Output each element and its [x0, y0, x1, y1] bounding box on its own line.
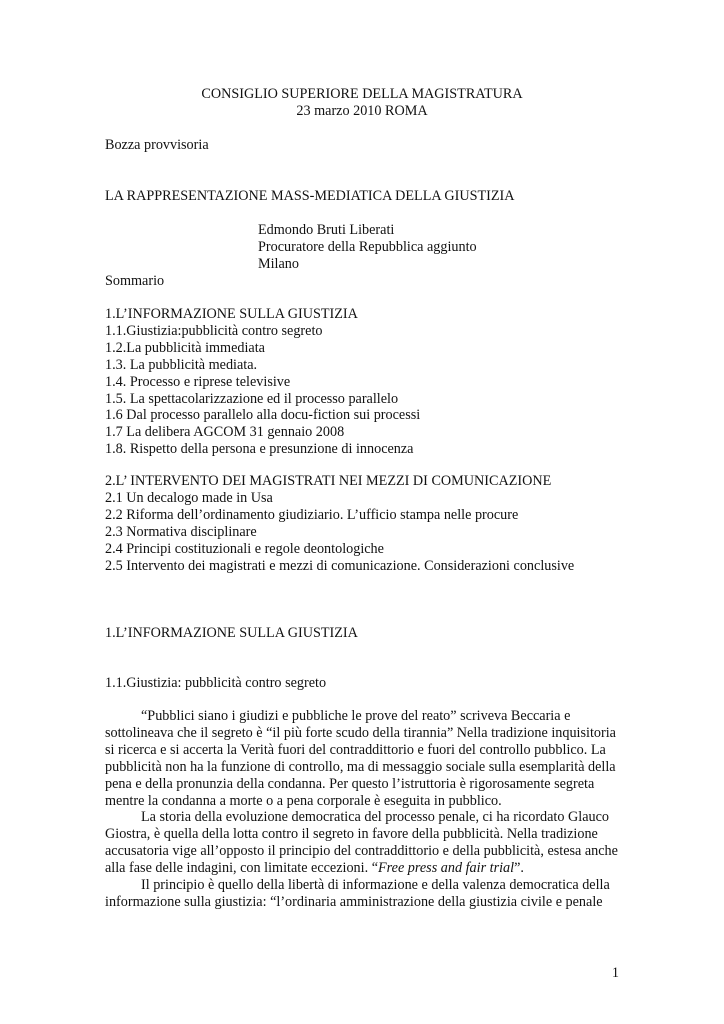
author-block: [258, 222, 477, 273]
toc-heading: Sommario: [105, 273, 165, 289]
toc-entry: 2.L’ INTERVENTO DEI MAGISTRATI NEI MEZZI DI COMUNICAZIONE: [105, 473, 552, 489]
italic-quote: Free press and fair trial: [378, 860, 515, 877]
toc-section-2: [105, 473, 574, 574]
toc-entry: 1.2.La pubblicità immediata: [105, 339, 265, 356]
author-city: Milano: [258, 255, 299, 272]
toc-entry: 1.5. La spettacolarizzazione ed il processo parallelo: [105, 390, 399, 407]
toc-section-1: [105, 306, 420, 458]
date-place: 23 marzo 2010 ROMA: [296, 103, 428, 119]
paragraph-text: ”.: [514, 860, 524, 877]
author-name: Edmondo Bruti Liberati: [258, 222, 395, 238]
body-text: [105, 708, 618, 911]
subsection-heading: 1.1.Giustizia: pubblicità contro segreto: [105, 675, 327, 691]
draft-label: Bozza provvisoria: [105, 137, 209, 153]
toc-entry: 1.4. Processo e riprese televisive: [105, 373, 291, 390]
author-role: Procuratore della Repubblica aggiunto: [258, 238, 477, 255]
paragraph: “Pubblici siano i giudizi e pubbliche le prove del reato” scriveva Beccaria e sottolineava che il segreto è “il più forte scudo della tirannia” Nella tradizione inquisitoria si ricerca e si accerta la Verità fuori del contraddittorio e fuori del controllo pubblico. La pubblicità non ha la funzione di controllo, ma di messaggio sociale sulla esemplarità della pena e della pronunzia della condanna. Per questo l’istruttoria è rigorosamente segreta mentre la condanna a morte o a pena corporale è eseguita in pubblico.: [105, 708, 616, 809]
toc-entry: 2.3 Normativa disciplinare: [105, 523, 257, 540]
toc-entry: 1.3. La pubblicità mediata.: [105, 356, 258, 373]
section-heading: 1.L’INFORMAZIONE SULLA GIUSTIZIA: [105, 625, 358, 641]
page-number: 1: [611, 965, 619, 981]
toc-entry: 1.7 La delibera AGCOM 31 gennaio 2008: [105, 424, 345, 441]
paragraph: Il principio è quello della libertà di informazione e della valenza democratica della informazione sulla giustizia: “l’ordinaria amministrazione della giustizia civile e penale: [105, 877, 610, 910]
toc-entry: 1.6 Dal processo parallelo alla docu-fiction sui processi: [105, 407, 421, 424]
toc-entry: 2.4 Principi costituzionali e regole deontologiche: [105, 540, 384, 557]
paragraph-text: La storia della evoluzione democratica del processo penale, ci ha ricordato Glauco Giostra, è quella della lotta contro il segreto in favore della pubblicità. Nella tradizione accusatoria vige all’opposto il principio del contraddittorio e della pubblicità, estesa anche alla fase delle indagini, con limitate eccezioni. “: [105, 809, 618, 877]
document-title: LA RAPPRESENTAZIONE MASS-MEDIATICA DELLA GIUSTIZIA: [105, 188, 515, 204]
toc-entry: 2.5 Intervento dei magistrati e mezzi di comunicazione. Considerazioni conclusive: [105, 557, 575, 574]
paragraph: [105, 809, 618, 877]
toc-entry: 2.1 Un decalogo made in Usa: [105, 489, 273, 506]
toc-entry: 1.1.Giustizia:pubblicità contro segreto: [105, 322, 323, 339]
institution-header: CONSIGLIO SUPERIORE DELLA MAGISTRATURA: [201, 86, 523, 102]
toc-entry: 1.L’INFORMAZIONE SULLA GIUSTIZIA: [105, 306, 358, 322]
toc-entry: 2.2 Riforma dell’ordinamento giudiziario. L’ufficio stampa nelle procure: [105, 506, 519, 523]
toc-entry: 1.8. Rispetto della persona e presunzione di innocenza: [105, 441, 414, 458]
